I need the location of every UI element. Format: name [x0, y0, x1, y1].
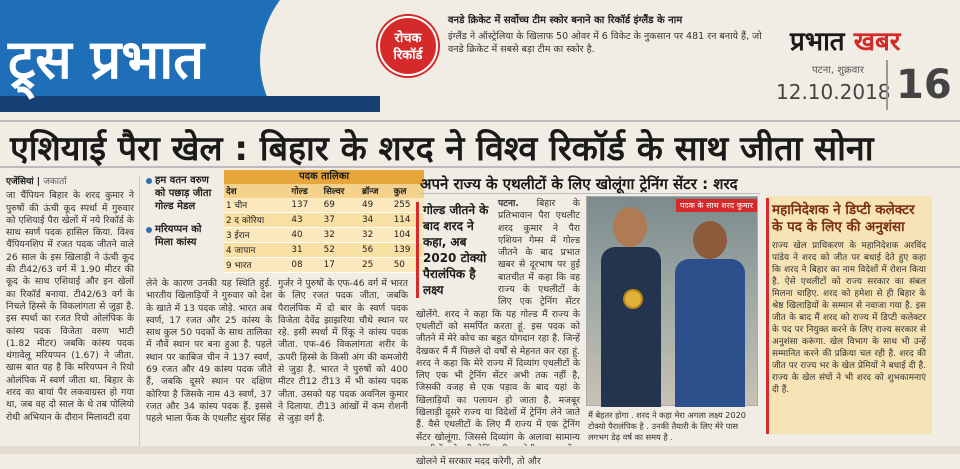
table-cell: 2 द कोरिया [224, 213, 289, 228]
athlete-body [601, 247, 661, 407]
table-cell: 31 [289, 243, 321, 258]
column-header: गोल्ड [289, 184, 321, 198]
medal-table [224, 184, 424, 273]
medal-legend [146, 174, 218, 259]
table-cell: 3 ईरान [224, 228, 289, 243]
table-cell: 69 [322, 198, 360, 213]
sidebar-text: राज्य खेल प्राधिकरण के महानिदेशक अरविंद पांडेय ने शरद को जीत पर बधाई देते हुए कहा कि शरद ने बिहार का नाम विदेशों में रोशन किया है. ऐसे एथलीटों को राज्य सरकार का संबल मिलना चाहिए. शरद को हमेशा से ही बिहार के श्रेष्ठ खिलाड़ियों के सम्मान से नवाजा गया है. इस जीत के बाद मैं शरद को राज्य में डिप्टी कलेक्टर के पद पर नियुक्त करने के लिए राज्य सरकार से अनुशंसा करूंगा. खेल विभाग के साथ भी उन्हें सम्मानित करने की प्रक्रिया चल रही है. शरद की जीत पर राज्य भर के खेल प्रेमियों ने बधाई दी है. राज्य के खेल संघों ने भी शरद को शुभकामनाएं दी हैं. [772, 241, 926, 395]
story-text-left: जा चैंपियन बिहार के शरद कुमार ने पुरुषों की ऊंची कूद स्पर्धा में गुरुवार को एशियाई पैरा खेलों में नये रिकॉर्ड के साथ स्वर्ण पदक हासिल किया. विश्व चैंपियनशिप में रजत पदक जीतने वाले 26 साल के इस खिलाड़ी ने ऊंची कूद की टी42/63 वर्ग में 1.90 मीटर की कूद के साथ एशियाई और इन खेलों का रिकॉर्ड बनाया. टी42/63 वर्ग के निचले हिस्से के विकलांगता से जुड़ा है. इस स्पर्धा का रजत रियो ओलंपिक के कांस्य पदक विजेता वरुण भाटी (1.82 मीटर) जबकि कांस्य पदक थंगावेलू मरियप्पन (1.67) ने जीता. खास बात यह है कि मरियप्पन ने रियो ओलंपिक में स्वर्ण जीता था. बिहार के शरद का बायां पैर लकवाग्रस्त हो गया था, जब वह दो साल के थे तब पोलियो रोधी अभियान के दौरान मिलावटी दवा [6, 190, 134, 423]
table-header-row [224, 184, 424, 198]
bullet-icon [146, 227, 152, 233]
table-row [224, 243, 424, 258]
table-cell: 43 [289, 213, 321, 228]
section-title: ट्र्स प्रभात [8, 28, 204, 91]
table-cell: 137 [289, 198, 321, 213]
coach-body [675, 259, 745, 407]
table-cell: 255 [392, 198, 424, 213]
agency-line: एजेंसियां | जकार्ता [6, 177, 67, 187]
main-headline-bar [0, 120, 960, 168]
legend-label: हम वतन वरुण को पछाड़ जीता गोल्ड मेडल [155, 175, 212, 212]
photo-tag: पदक के साथ शरद कुमार [676, 199, 757, 212]
story-column-mid-b: गुर्जर ने पुरुषों के एफ-46 वर्ग में भारत के लिए रजत पदक जीता, जबकि पैरालंपिक में दो बार के स्वर्ण पदक विजेता देवेंद्र झाझरिया चौथे स्थान पर रहे. इसी स्पर्धा में रिंकू ने कांस्य पदक जीता. एफ-46 विकलांगता शरीर के ऊपरी हिस्से के किसी अंग की कमजोरी से जुड़ा है. भारत ने पुरुषों को 400 मीटर टी12 टी13 में भी कांस्य पदक जीता. उसको यह पदक अवनिल कुमार ने दिलाया. टी13 आंखों में कम रोशनी से जुड़ा वर्ग है. [278, 278, 408, 425]
news-photo [586, 196, 758, 406]
table-cell: 32 [322, 228, 360, 243]
medal-block [146, 170, 426, 274]
page-bottom-edge [0, 446, 960, 454]
table-cell: 17 [322, 258, 360, 273]
pullquote: गोल्ड जीतने के बाद शरद ने कहा, अब 2020 टोक्यो पैरालंपिक है लक्ष्य [416, 202, 492, 298]
coach-figure [671, 221, 749, 407]
story2-dateline: पटना. [498, 198, 519, 209]
table-cell: 40 [289, 228, 321, 243]
legend-item [146, 223, 218, 249]
agency-city: जकार्ता [43, 177, 67, 187]
page-number: 16 [886, 60, 952, 110]
story2-text: बिहार के प्रतिभावान पैरा एथलीट शरद कुमार ने पैरा एशियन गेम्स में गोल्ड जीतने के बाद प्रभात खबर से दूरभाष पर हुई बातचीत में कहा कि वह राज्य के एथलीटों के लिए एक ट्रेनिंग सेंटर खोलेंगे. शरद ने कहा कि यह गोल्ड मैं राज्य के एथलीटों को समर्पित करता हूं. इस पदक को जीतने में मेरे कोच का बहुत योगदान रहा है. जिन्हें देखकर मैं मैं पिछले दो वर्षों से मेहनत कर रहा हूं. शरद ने कहा कि मेरे राज्य में दिव्यांग एथलीटों के लिए एक भी ट्रेनिंग सेंटर अभी तक नहीं है, जिसकी वजह से एक पड़ाव के बाद यहां के खिलाड़ियों का पलायन हो जाता है. मजबूर खिलाड़ी दूसरे राज्य या विदेशों में ट्रेनिंग लेने जाते हैं. वैसे एथलीटों के लिए मैं राज्य में एक ट्रेनिंग सेंटर खोलूंगा. जिससे दिव्यांग के अलावा सामान्य खोलने में सरकार मदद करेगी, तो और [416, 198, 580, 468]
paper-logo-accent: खबर [853, 27, 901, 57]
legend-label: मरियप्पन को मिला कांस्य [155, 224, 202, 248]
medal-table-wrap [224, 170, 424, 273]
table-row [224, 228, 424, 243]
record-badge: रोचक रिकॉर्ड [378, 16, 438, 76]
table-row [224, 258, 424, 273]
coach-head [693, 221, 727, 259]
table-cell: 49 [360, 198, 392, 213]
photo-caption: मैं बेहतर होगा . शरद ने कहा मेरा अगला लक्ष्य 2020 टोक्यो पैरालंपिक है . उनकी तैयारी के लिए मेरे पास लगभग डेढ़ वर्ष का समय है . [588, 410, 747, 442]
table-cell: 25 [360, 258, 392, 273]
table-cell: 34 [360, 213, 392, 228]
record-text: इंग्लैंड ने ऑस्ट्रेलिया के खिलाफ 50 ओवर में 6 विकेट के नुकसान पर 481 रन बनाये हैं, जो वनडे क्रिकेट में सबसे बड़ा टीम का स्कोर है. [448, 31, 762, 55]
masthead [0, 0, 960, 118]
sidebar-box [766, 196, 932, 434]
story-column-mid-a: लेने के कारण उनकी यह स्थिति हुई. भारतीय खिलाड़ियों ने गुरुवार को देश के खाते में 13 पदक जोड़े. भारत अब स्वर्ण, 17 रजत और 25 कांस्य के साथ कुल 50 पदकों के साथ तालिका में नौवें स्थान पर बना हुआ है. पहले स्थान पर काबिज चीन ने 137 स्वर्ण, 69 रजत और 49 कांस्य पदक जीते हैं, जबकि दूसरे स्थान पर दक्षिण कोरिया है जिसके नाम 43 स्वर्ण, 37 रजत और 34 कांस्य पदक हैं. इससे पहले भाला फेंक के एथलीट सुंदर सिंह [146, 278, 272, 425]
table-cell: 4 जापान [224, 243, 289, 258]
table-cell: 56 [360, 243, 392, 258]
athlete-head [613, 207, 647, 247]
story2-column [416, 198, 580, 468]
sidebar-rule [766, 198, 769, 434]
main-headline: एशियाई पैरा खेल : बिहार के शरद ने विश्व रिकॉर्ड के साथ जीता सोना [10, 129, 874, 169]
column-header: सिल्वर [322, 184, 360, 198]
bullet-icon [146, 178, 152, 184]
record-headline: वनडे क्रिकेट में सर्वोच्च टीम स्कोर बनाने का रिकॉर्ड इंग्लैंड के नाम [448, 15, 683, 26]
banner-stripe [0, 96, 380, 112]
table-cell: 32 [360, 228, 392, 243]
table-cell: 1 चीन [224, 198, 289, 213]
table-cell: 104 [392, 228, 424, 243]
table-cell: 139 [392, 243, 424, 258]
sidebar-headline: महानिदेशक ने डिप्टी कलेक्टर के पद के लिए की अनुशंसा [772, 202, 915, 235]
table-row [224, 198, 424, 213]
gold-medal-icon [623, 289, 643, 309]
table-cell: 50 [392, 258, 424, 273]
legend-item [146, 174, 218, 213]
edition-line: पटना, शुक्रवार [812, 65, 864, 76]
paper-logo-main: प्रभात [790, 27, 854, 57]
table-cell: 9 भारत [224, 258, 289, 273]
table-cell: 114 [392, 213, 424, 228]
medal-table-caption: पदक तालिका [224, 170, 424, 184]
table-row [224, 213, 424, 228]
agency-name: एजेंसियां [6, 177, 34, 187]
column-header: कुल [392, 184, 424, 198]
issue-date: 12.10.2018 [776, 80, 891, 104]
section-banner [0, 0, 380, 112]
paper-logo [790, 22, 900, 58]
table-cell: 52 [322, 243, 360, 258]
column-header: ब्रॉन्ज [360, 184, 392, 198]
story2-headline: अपने राज्य के एथलीटों के लिए खोलूंगा ट्रेनिंग सेंटर : शरद [420, 174, 760, 194]
table-cell: 37 [322, 213, 360, 228]
column-header: देश [224, 184, 289, 198]
table-cell: 08 [289, 258, 321, 273]
story-column-left [6, 176, 140, 454]
